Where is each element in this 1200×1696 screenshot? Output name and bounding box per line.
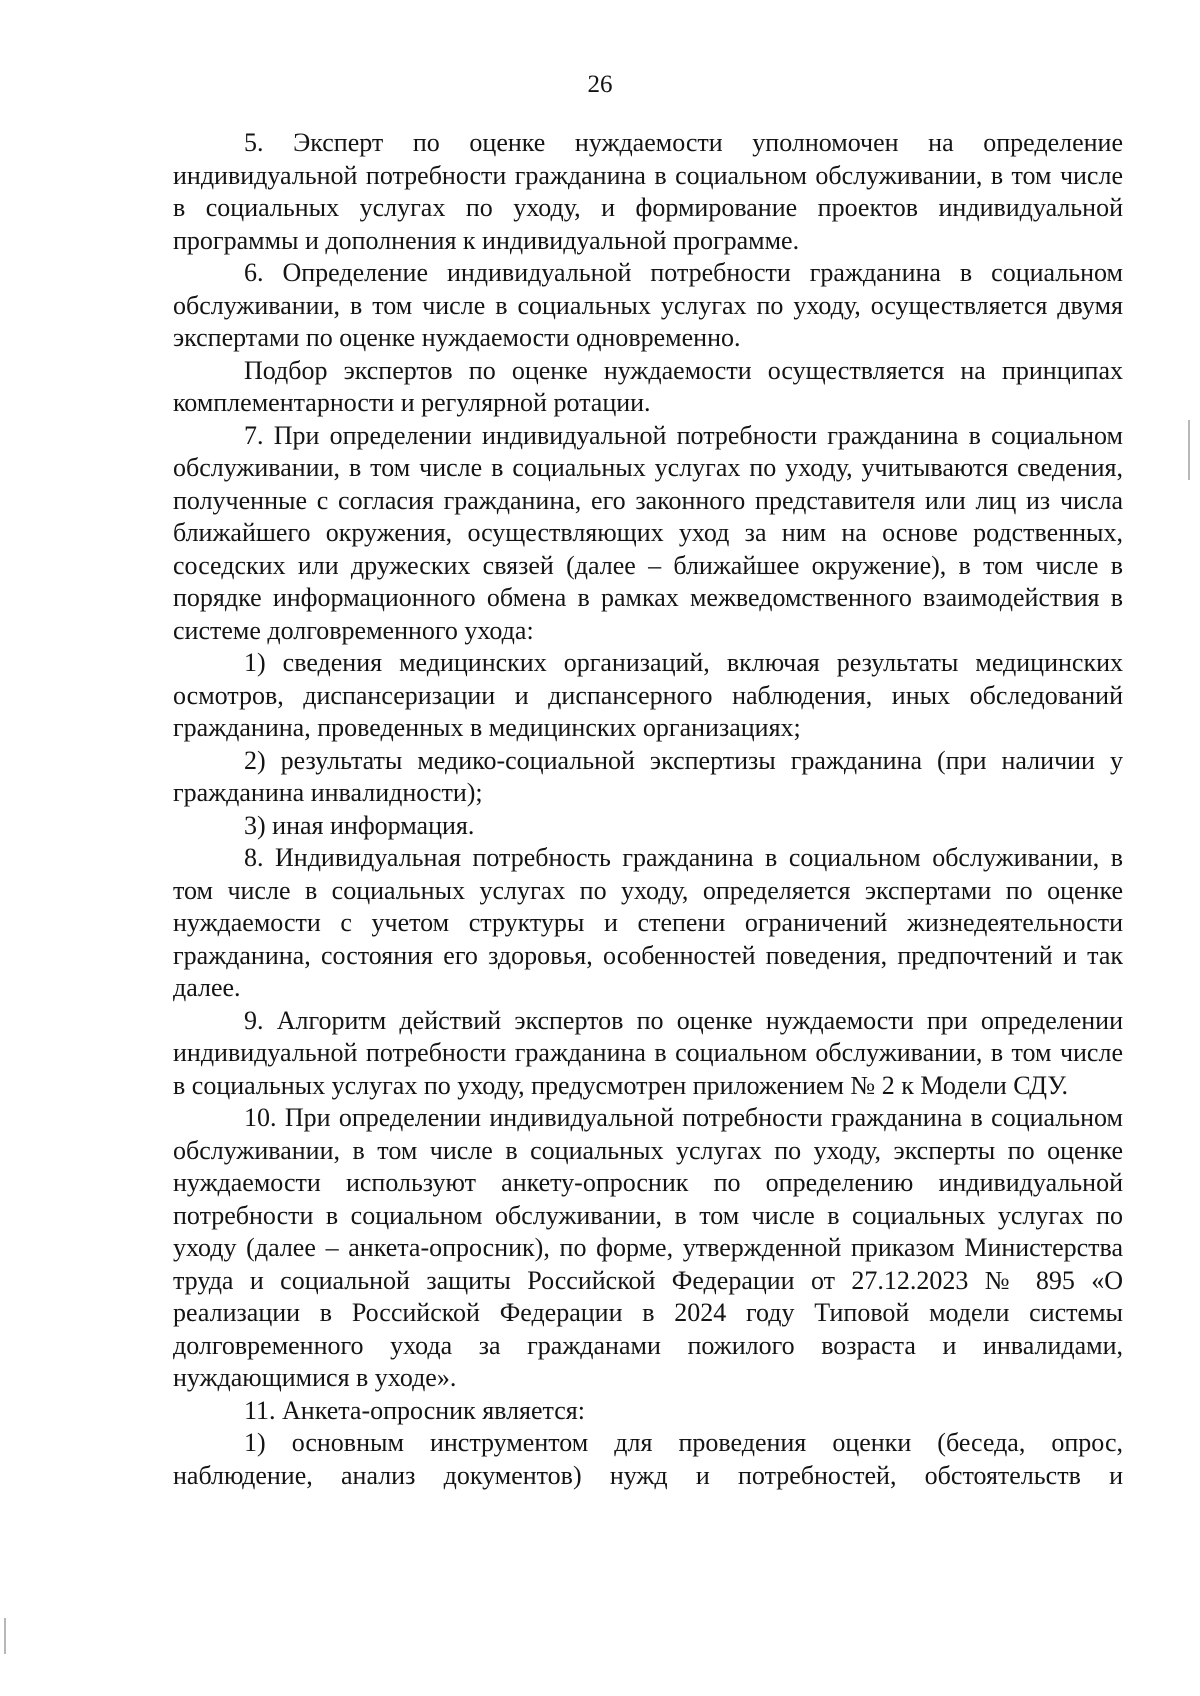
- paragraph-8: 8. Индивидуальная потребность гражданина в социальном обслуживании, в том числе в социальных услугах по уходу, определяется экспертами по оценке нуждаемости с учетом структуры и степени ограничений жизнедеятельности гражданина, состояния его здоровья, особенностей поведения, предпочтений и так далее.: [173, 843, 1123, 1002]
- paragraph-10: 10. При определении индивидуальной потребности гражданина в социальном обслуживании, в том числе в социальных услугах по уходу, эксперты по оценке нуждаемости используют анкету-опросник по определению индивидуальной потребности в социальном обслуживании, в том числе в социальных услугах по уходу (далее – анкета-опросник), по форме, утвержденной приказом Министерства труда и социальной защиты Российской Федерации от 27.12.2023 № 895 «О реализации в Российской Федерации в 2024 году Типовой модели системы долговременного ухода за гражданами пожилого возраста и инвалидами, нуждающимися в уходе».: [173, 1103, 1123, 1392]
- paragraph-7-item-3: 3) иная информация.: [244, 810, 475, 840]
- paragraph-5: 5. Эксперт по оценке нуждаемости уполномочен на определение индивидуальной потребности гражданина в социальном обслуживании, в том числе в социальных услугах по уходу, и формирование проектов индивидуальной программы и дополнения к индивидуальной программе.: [173, 128, 1123, 255]
- paragraph-9: 9. Алгоритм действий экспертов по оценке нуждаемости при определении индивидуальной потребности гражданина в социальном обслуживании, в том числе в социальных услугах по уходу, предусмотрен приложением № 2 к Модели СДУ.: [173, 1005, 1123, 1100]
- scan-artifact-left: [4, 1618, 6, 1654]
- document-body: [173, 127, 1123, 1492]
- scan-artifact-right: [1188, 420, 1190, 480]
- paragraph-7: 7. При определении индивидуальной потребности гражданина в социальном обслуживании, в том числе в социальных услугах по уходу, учитываются сведения, полученные с согласия гражданина, его законного представителя или лиц из числа ближайшего окружения, осуществляющих уход за ним на основе родственных, соседских или дружеских связей (далее – ближайшее окружение), в том числе в порядке информационного обмена в рамках межведомственного взаимодействия в системе долговременного ухода:: [173, 420, 1123, 645]
- paragraph-11: 11. Анкета-опросник является:: [244, 1395, 585, 1425]
- paragraph-7-item-1: 1) сведения медицинских организаций, включая результаты медицинских осмотров, диспансеризации и диспансерного наблюдения, иных обследований гражданина, проведенных в медицинских организациях;: [173, 648, 1123, 742]
- paragraph-6-expert-selection: Подбор экспертов по оценке нуждаемости осуществляется на принципах комплементарности и регулярной ротации.: [173, 355, 1123, 417]
- paragraph-11-item-1: 1) основным инструментом для проведения оценки (беседа, опрос, наблюдение, анализ документов) нужд и потребностей, обстоятельств и: [173, 1428, 1123, 1490]
- page-number: 26: [587, 71, 613, 98]
- paragraph-7-item-2: 2) результаты медико-социальной экспертизы гражданина (при наличии у гражданина инвалидности);: [173, 745, 1123, 807]
- paragraph-6: 6. Определение индивидуальной потребности гражданина в социальном обслуживании, в том числе в социальных услугах по уходу, осуществляется двумя экспертами по оценке нуждаемости одновременно.: [173, 258, 1123, 352]
